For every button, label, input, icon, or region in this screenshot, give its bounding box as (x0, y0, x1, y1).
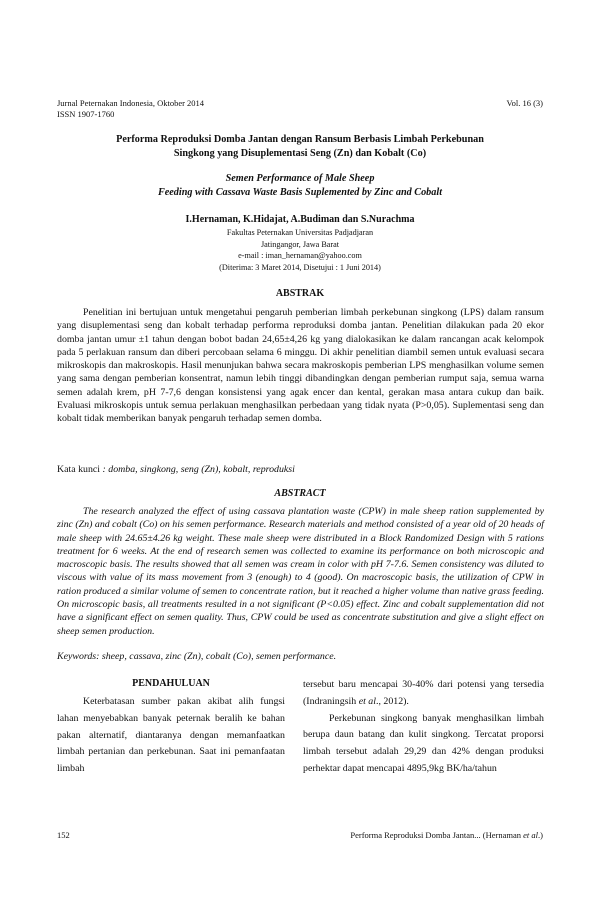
email: e-mail : iman_hernaman@yahoo.com (238, 251, 362, 260)
pendahuluan-right-column: tersebut baru mencapai 30-40% dari potensi yang tersedia (Indraningsih et al., 2012). Perkebunan singkong banyak menghasilkan limbah berupa daun batang dan kulit singkong. Tercatat proporsi limbah tersebut adalah 29,29 dan 42% dengan produksi perhektar dapat mencapai 4895,9kg BK/ha/tahun (303, 679, 544, 774)
received-date: (Diterima: 3 Maret 2014, Disetujui : 1 Juni 2014) (219, 262, 381, 272)
article-title-id: Performa Reproduksi Domba Jantan dengan Ransum Berbasis Limbah Perkebunan Singkong yang Disuplementasi Seng (Zn) dan Kobalt (Co) (116, 134, 484, 159)
journal-name: Jurnal Peternakan Indonesia, Oktober 2014 (57, 98, 205, 108)
article-title-en: Semen Performance of Male Sheep Feeding with Cassava Waste Basis Suplemented by Zinc and Cobalt (157, 173, 443, 198)
pendahuluan-heading: PENDAHULUAN (132, 678, 210, 689)
issn: ISSN 1907-1760 (57, 109, 115, 119)
pendahuluan-left-column: Keterbatasan sumber pakan akibat alih fungsi lahan menyebabkan banyak peternak beralih ke bahan pakan alternatif, diantaranya dengan memanfaatkan limbah pertanian dan perkebunan. Saat ini pemanfaatan limbah (57, 696, 285, 775)
abstrak-body: Penelitian ini bertujuan untuk mengetahui pengaruh pemberian limbah perkebunan singkong (LPS) dalam ransum yang disuplementasi seng dan kobalt terhadap performa reproduksi domba jantan. Penelitian dilakukan pada 20 ekor domba jantan umur ±1 tahun dengan bobot badan 24,65±4,26 kg yang dialokasikan ke dalam rancangan acak kelompok pada 5 perlakuan ransum dan diberi percobaan selama 6 minggu. Di akhir penelitian diambil semen untuk evaluasi secara mikroskopis dan makroskopis. Hasil menunjukan bahwa secara makroskopis pemberian LPS menghasilkan volume semen yang sama dengan pemberian konsentrat, namun lebih tinggi dibandingkan dengan pemberian rumput saja, semua warna semen adalah krem, pH 7-7,6 dengan konsistensi yang agak encer dan kental, gerakan masa antara cukup dan baik. Evaluasi mikroskopis untuk semua perlakuan menghasilkan perbedaan yang tidak nyata (P>0,05). Suplementasi seng dan kobalt tidak memberikan banyak pengaruh terhadap semen domba. (57, 307, 544, 425)
volume-number: Vol. 16 (3) (506, 98, 543, 108)
authors: I.Hernaman, K.Hidajat, A.Budiman dan S.Nurachma (185, 214, 415, 225)
abstract-body: The research analyzed the effect of using cassava plantation waste (CPW) in male sheep ration supplemented by zinc (Zn) and cobalt (Co) on his semen performance. Research materials and method consisted of a year old of 20 heads of male sheep with 24.65±4.26 kg weight. These male sheep were distributed in a Block Randomized Design with 5 rations treatment for 6 weeks. At the end of research semen was collected to examine its performance on both microscopic and macroscopic basis. The results showed that all semen was cream in color with pH 7-7.6. Semen consistency was diluted to viscous with value of its mass movement from 3 (enough) to 4 (good). On macroscopic basis, the utilization of CPW in ration produced a similar volume of semen to concentrate ration, but it reached a higher volume than native grass feeding. On microscopic basis, all treatments resulted in a not significant (P<0.05) effect. Zinc and cobalt supplementation did not have a significant effect on semen quality. Thus, CPW could be used as concentrate substitution and give a slight effect on sheep semen production. (57, 506, 544, 637)
abstrak-keywords: Kata kunci : domba, singkong, seng (Zn), kobalt, reproduksi (57, 464, 295, 475)
page-number: 152 (57, 830, 70, 840)
abstract-keywords: Keywords: sheep, cassava, zinc (Zn), cobalt (Co), semen performance. (57, 651, 337, 662)
affiliation: Fakultas Peternakan Universitas Padjadjaran Jatingangor, Jawa Barat e-mail : iman_hernaman@yahoo.com (Diterima: 3 Maret 2014, Disetujui : 1 Juni 2014) (40, 227, 560, 273)
abstract-heading: ABSTRACT (274, 488, 326, 499)
abstrak-heading: ABSTRAK (275, 288, 325, 299)
running-title: Performa Reproduksi Domba Jantan... (Hernaman et al.) (350, 830, 543, 840)
